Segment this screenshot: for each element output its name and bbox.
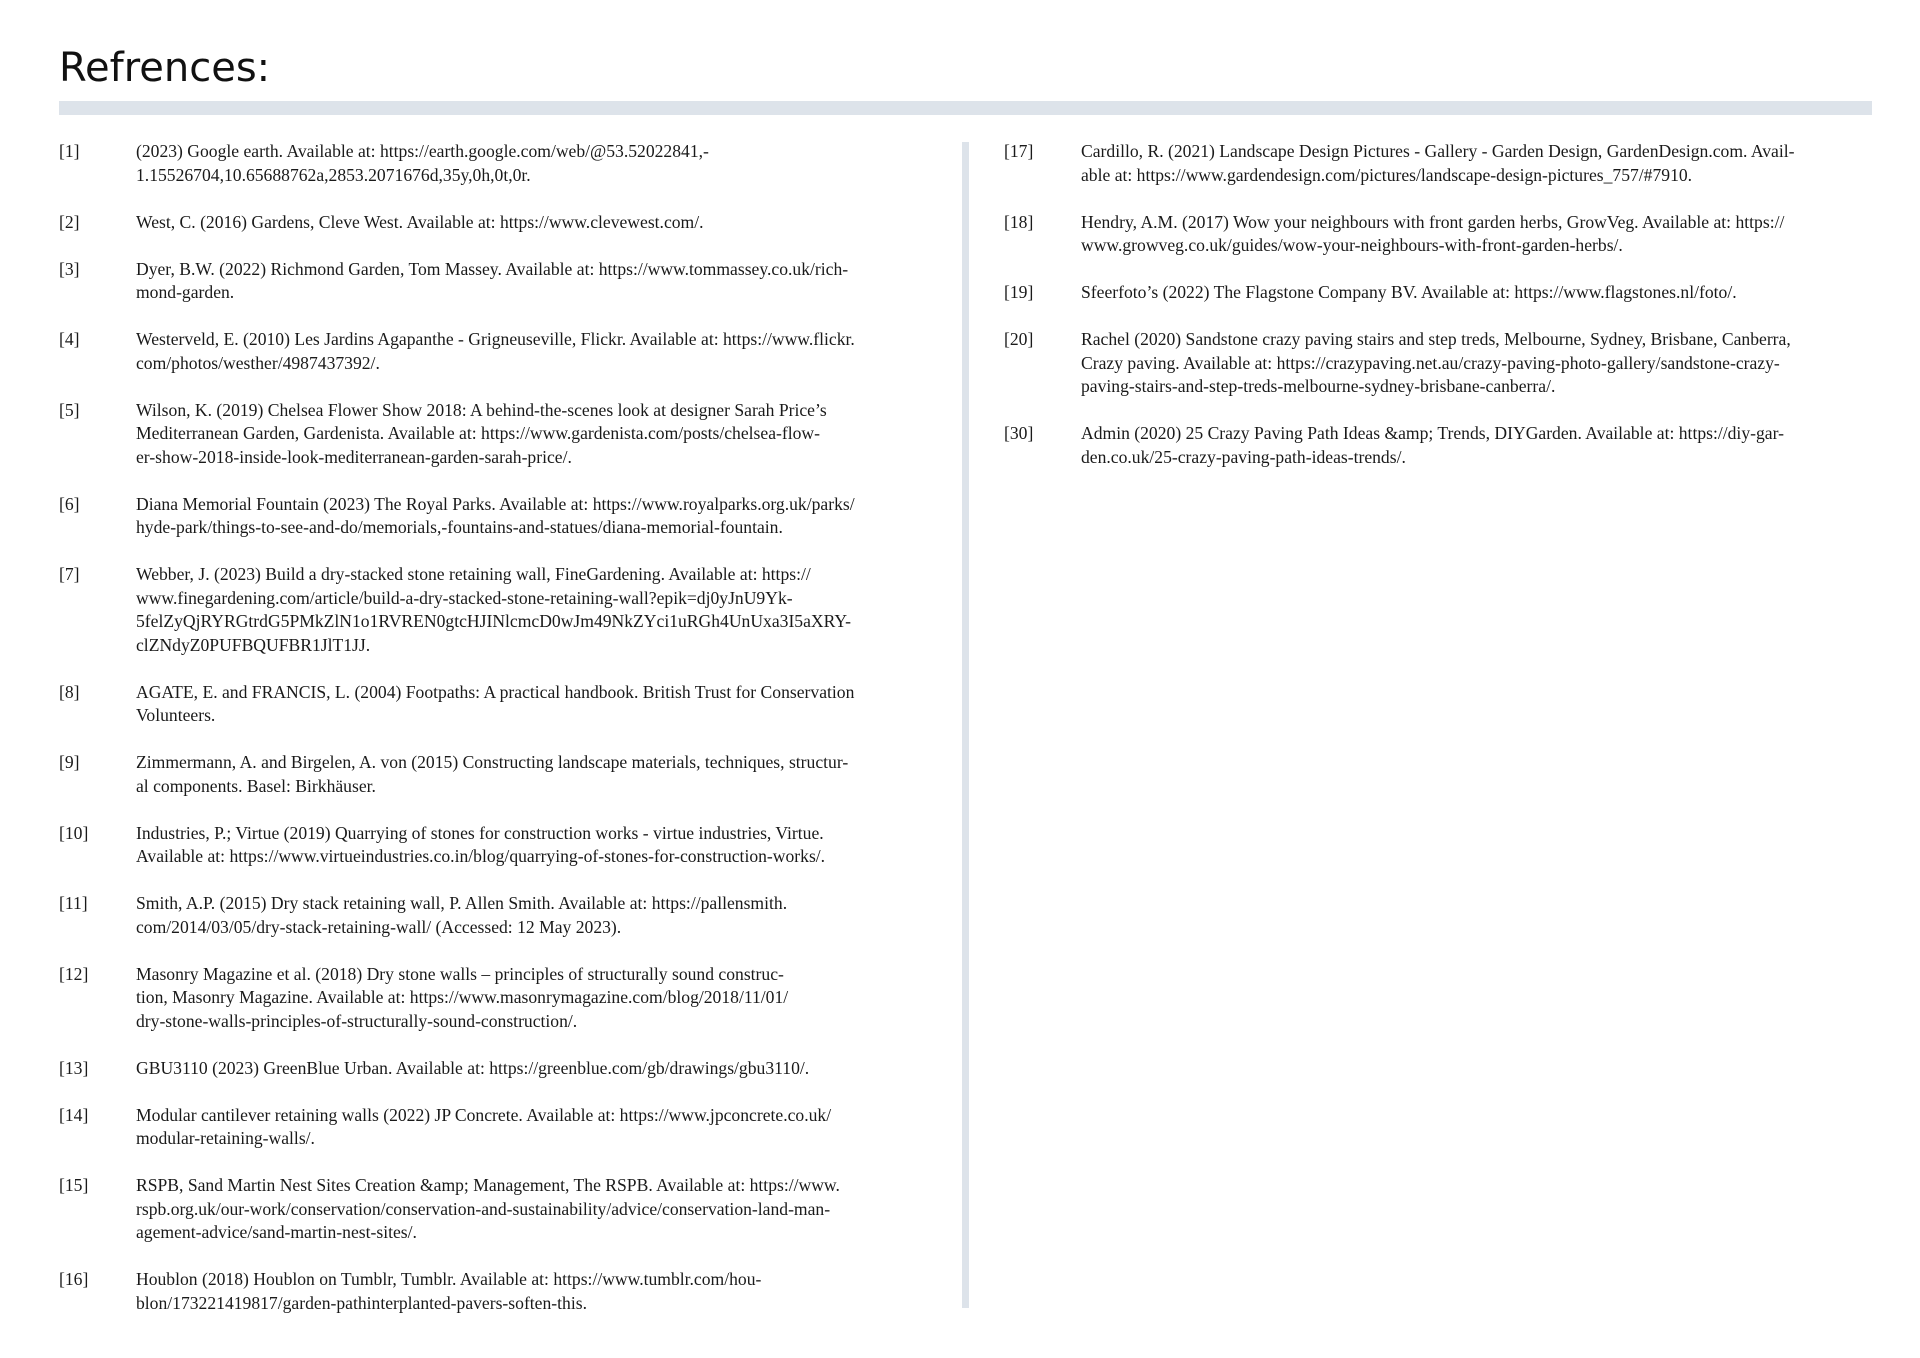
reference-text-line: able at: https://www.gardendesign.com/pictures/landscape-design-pictures_757/#7910. (1081, 164, 1693, 185)
reference-text-line: Volunteers. (136, 705, 216, 725)
reference-text-line: AGATE, E. and FRANCIS, L. (2004) Footpaths: A practical handbook. British Trust for Conservation (136, 681, 855, 702)
reference-text-line: modular-retaining-walls/. (136, 1128, 315, 1148)
reference-text-line: clZNdyZ0PUFBQUFBR1JlT1JJ. (136, 634, 371, 655)
reference-number: [14] (59, 1104, 89, 1125)
reference-number: [6] (59, 493, 80, 514)
reference-text-line: www.growveg.co.uk/guides/wow-your-neighbours-with-front-garden-herbs/. (1081, 235, 1623, 255)
reference-text-line: Zimmermann, A. and Birgelen, A. von (2015) Constructing landscape materials, techniques, structur- (136, 752, 849, 772)
reference-text-line: Admin (2020) 25 Crazy Paving Path Ideas &amp; Trends, DIYGarden. Available at: https://diy-gar- (1081, 423, 1784, 443)
reference-text-line: Mediterranean Garden, Gardenista. Available at: https://www.gardenista.com/posts/chelsea-flow- (136, 423, 820, 443)
reference-text-line: blon/173221419817/garden-pathinterplanted-pavers-soften-this. (136, 1292, 587, 1313)
reference-number: [18] (1004, 211, 1034, 232)
reference-number: [10] (59, 822, 89, 843)
reference-text-line: tion, Masonry Magazine. Available at: https://www.masonrymagazine.com/blog/2018/11/01/ (136, 987, 789, 1007)
reference-text (136, 681, 929, 728)
reference-text-line: com/2014/03/05/dry-stack-retaining-wall/ (Accessed: 12 May 2023). (136, 916, 622, 937)
reference-text-line: GBU3110 (2023) GreenBlue Urban. Available at: https://greenblue.com/gb/drawings/gbu3110/. (136, 1057, 810, 1078)
reference-number: [13] (59, 1057, 89, 1078)
reference-number: [12] (59, 963, 89, 984)
reference-text-line: Dyer, B.W. (2022) Richmond Garden, Tom Massey. Available at: https://www.tommassey.co.uk/rich- (136, 258, 849, 279)
reference-text-line: Sfeerfoto’s (2022) The Flagstone Company BV. Available at: https://www.flagstones.nl/foto/. (1081, 282, 1737, 302)
reference-text-line: Modular cantilever retaining walls (2022) JP Concrete. Available at: https://www.jpconcrete.co.uk/ (136, 1104, 832, 1125)
reference-text (136, 1057, 929, 1081)
reference-item (1004, 422, 1872, 469)
reference-text-line: Industries, P.; Virtue (2019) Quarrying of stones for construction works - virtue industries, Virtue. (136, 822, 824, 843)
reference-item (59, 751, 929, 798)
reference-text (136, 140, 929, 187)
reference-text (136, 963, 929, 1034)
reference-text (136, 211, 929, 235)
reference-number: [5] (59, 399, 80, 420)
reference-item (59, 140, 929, 187)
reference-text-line: RSPB, Sand Martin Nest Sites Creation &amp; Management, The RSPB. Available at: https://www. (136, 1175, 840, 1195)
reference-text (136, 563, 929, 657)
reference-text (1081, 328, 1872, 399)
reference-text (136, 1268, 929, 1315)
reference-text-line: Crazy paving. Available at: https://crazypaving.net.au/crazy-paving-photo-gallery/sandstone-crazy- (1081, 352, 1780, 373)
reference-text (136, 493, 929, 540)
reference-text-line: Smith, A.P. (2015) Dry stack retaining wall, P. Allen Smith. Available at: https://pallensmith. (136, 893, 788, 913)
reference-text (1081, 211, 1872, 258)
reference-item (59, 258, 929, 305)
reference-item (59, 399, 929, 470)
reference-item (59, 1268, 929, 1315)
title-underline-bar (59, 101, 1872, 115)
reference-item (1004, 281, 1872, 305)
reference-text-line: hyde-park/things-to-see-and-do/memorials,-fountains-and-statues/diana-memorial-fountain. (136, 517, 783, 537)
reference-text-line: mond-garden. (136, 282, 235, 302)
reference-item (59, 211, 929, 235)
reference-text-line: www.finegardening.com/article/build-a-dry-stacked-stone-retaining-wall?epik=dj0yJnU9Yk- (136, 587, 793, 608)
reference-number: [11] (59, 893, 88, 913)
reference-text-line: Diana Memorial Fountain (2023) The Royal Parks. Available at: https://www.royalparks.org.uk/parks/ (136, 493, 855, 514)
reference-text (1081, 140, 1872, 187)
references-column-right (1004, 140, 1872, 493)
reference-item (59, 822, 929, 869)
reference-number: [7] (59, 564, 80, 584)
reference-number: [3] (59, 258, 80, 279)
reference-number: [15] (59, 1175, 89, 1195)
reference-text-line: paving-stairs-and-step-treds-melbourne-sydney-brisbane-canberra/. (1081, 376, 1556, 396)
reference-text-line: den.co.uk/25-crazy-paving-path-ideas-trends/. (1081, 446, 1406, 467)
reference-item (59, 681, 929, 728)
reference-text-line: West, C. (2016) Gardens, Cleve West. Available at: https://www.clevewest.com/. (136, 211, 704, 232)
reference-text (136, 1174, 929, 1245)
reference-item (59, 1057, 929, 1081)
reference-text-line: Cardillo, R. (2021) Landscape Design Pictures - Gallery - Garden Design, GardenDesign.com. Avail- (1081, 141, 1795, 161)
reference-text-line: com/photos/westher/4987437392/. (136, 352, 380, 373)
reference-item (1004, 140, 1872, 187)
reference-item (59, 1104, 929, 1151)
reference-number: [20] (1004, 329, 1034, 349)
reference-item (59, 563, 929, 657)
reference-text (1081, 281, 1872, 305)
reference-text (136, 892, 929, 939)
reference-item (59, 493, 929, 540)
reference-item (59, 963, 929, 1034)
reference-text (1081, 422, 1872, 469)
reference-text-line: dry-stone-walls-principles-of-structurally-sound-construction/. (136, 1010, 578, 1031)
reference-number: [8] (59, 681, 80, 702)
reference-number: [4] (59, 329, 80, 349)
column-divider (962, 142, 969, 1308)
reference-text (136, 399, 929, 470)
reference-text-line: 5felZyQjRYRGtrdG5PMkZlN1o1RVREN0gtcHJINlcmcD0wJm49NkZYci1uRGh4UnUxa3I5aXRY- (136, 611, 851, 631)
reference-item (1004, 211, 1872, 258)
reference-text-line: Masonry Magazine et al. (2018) Dry stone walls – principles of structurally sound construc- (136, 963, 784, 984)
reference-text-line: rspb.org.uk/our-work/conservation/conservation-and-sustainability/advice/conservation-land-man- (136, 1198, 831, 1219)
reference-text-line: Rachel (2020) Sandstone crazy paving stairs and step treds, Melbourne, Sydney, Brisbane, Canberra, (1081, 329, 1791, 349)
reference-text-line: 1.15526704,10.65688762a,2853.2071676d,35y,0h,0t,0r. (136, 164, 531, 185)
page-title: Refrences: (59, 45, 271, 91)
reference-number: [30] (1004, 423, 1034, 443)
reference-text-line: Hendry, A.M. (2017) Wow your neighbours with front garden herbs, GrowVeg. Available at: https:// (1081, 211, 1785, 232)
reference-text-line: Wilson, K. (2019) Chelsea Flower Show 2018: A behind-the-scenes look at designer Sarah Price’s (136, 399, 827, 420)
reference-text-line: (2023) Google earth. Available at: https://earth.google.com/web/@53.52022841,- (136, 141, 709, 161)
reference-number: [16] (59, 1269, 89, 1289)
reference-text (136, 1104, 929, 1151)
reference-text-line: agement-advice/sand-martin-nest-sites/. (136, 1222, 417, 1242)
reference-number: [9] (59, 752, 80, 772)
reference-text-line: Houblon (2018) Houblon on Tumblr, Tumblr. Available at: https://www.tumblr.com/hou- (136, 1269, 762, 1289)
reference-number: [1] (59, 141, 80, 161)
reference-text-line: al components. Basel: Birkhäuser. (136, 775, 376, 796)
reference-item (59, 1174, 929, 1245)
reference-item (59, 892, 929, 939)
reference-item (1004, 328, 1872, 399)
reference-number: [17] (1004, 141, 1034, 161)
reference-text-line: Westerveld, E. (2010) Les Jardins Agapanthe - Grigneuseville, Flickr. Available at: https://www.flickr. (136, 329, 855, 349)
reference-text (136, 822, 929, 869)
reference-text-line: er-show-2018-inside-look-mediterranean-garden-sarah-price/. (136, 446, 572, 467)
reference-number: [19] (1004, 282, 1034, 302)
reference-text-line: Available at: https://www.virtueindustries.co.in/blog/quarrying-of-stones-for-construction-works/. (136, 846, 826, 866)
reference-text (136, 751, 929, 798)
reference-number: [2] (59, 211, 80, 232)
reference-item (59, 328, 929, 375)
reference-text-line: Webber, J. (2023) Build a dry-stacked stone retaining wall, FineGardening. Available at: https:// (136, 564, 811, 584)
reference-text (136, 328, 929, 375)
references-column-left (59, 140, 929, 1339)
reference-text (136, 258, 929, 305)
